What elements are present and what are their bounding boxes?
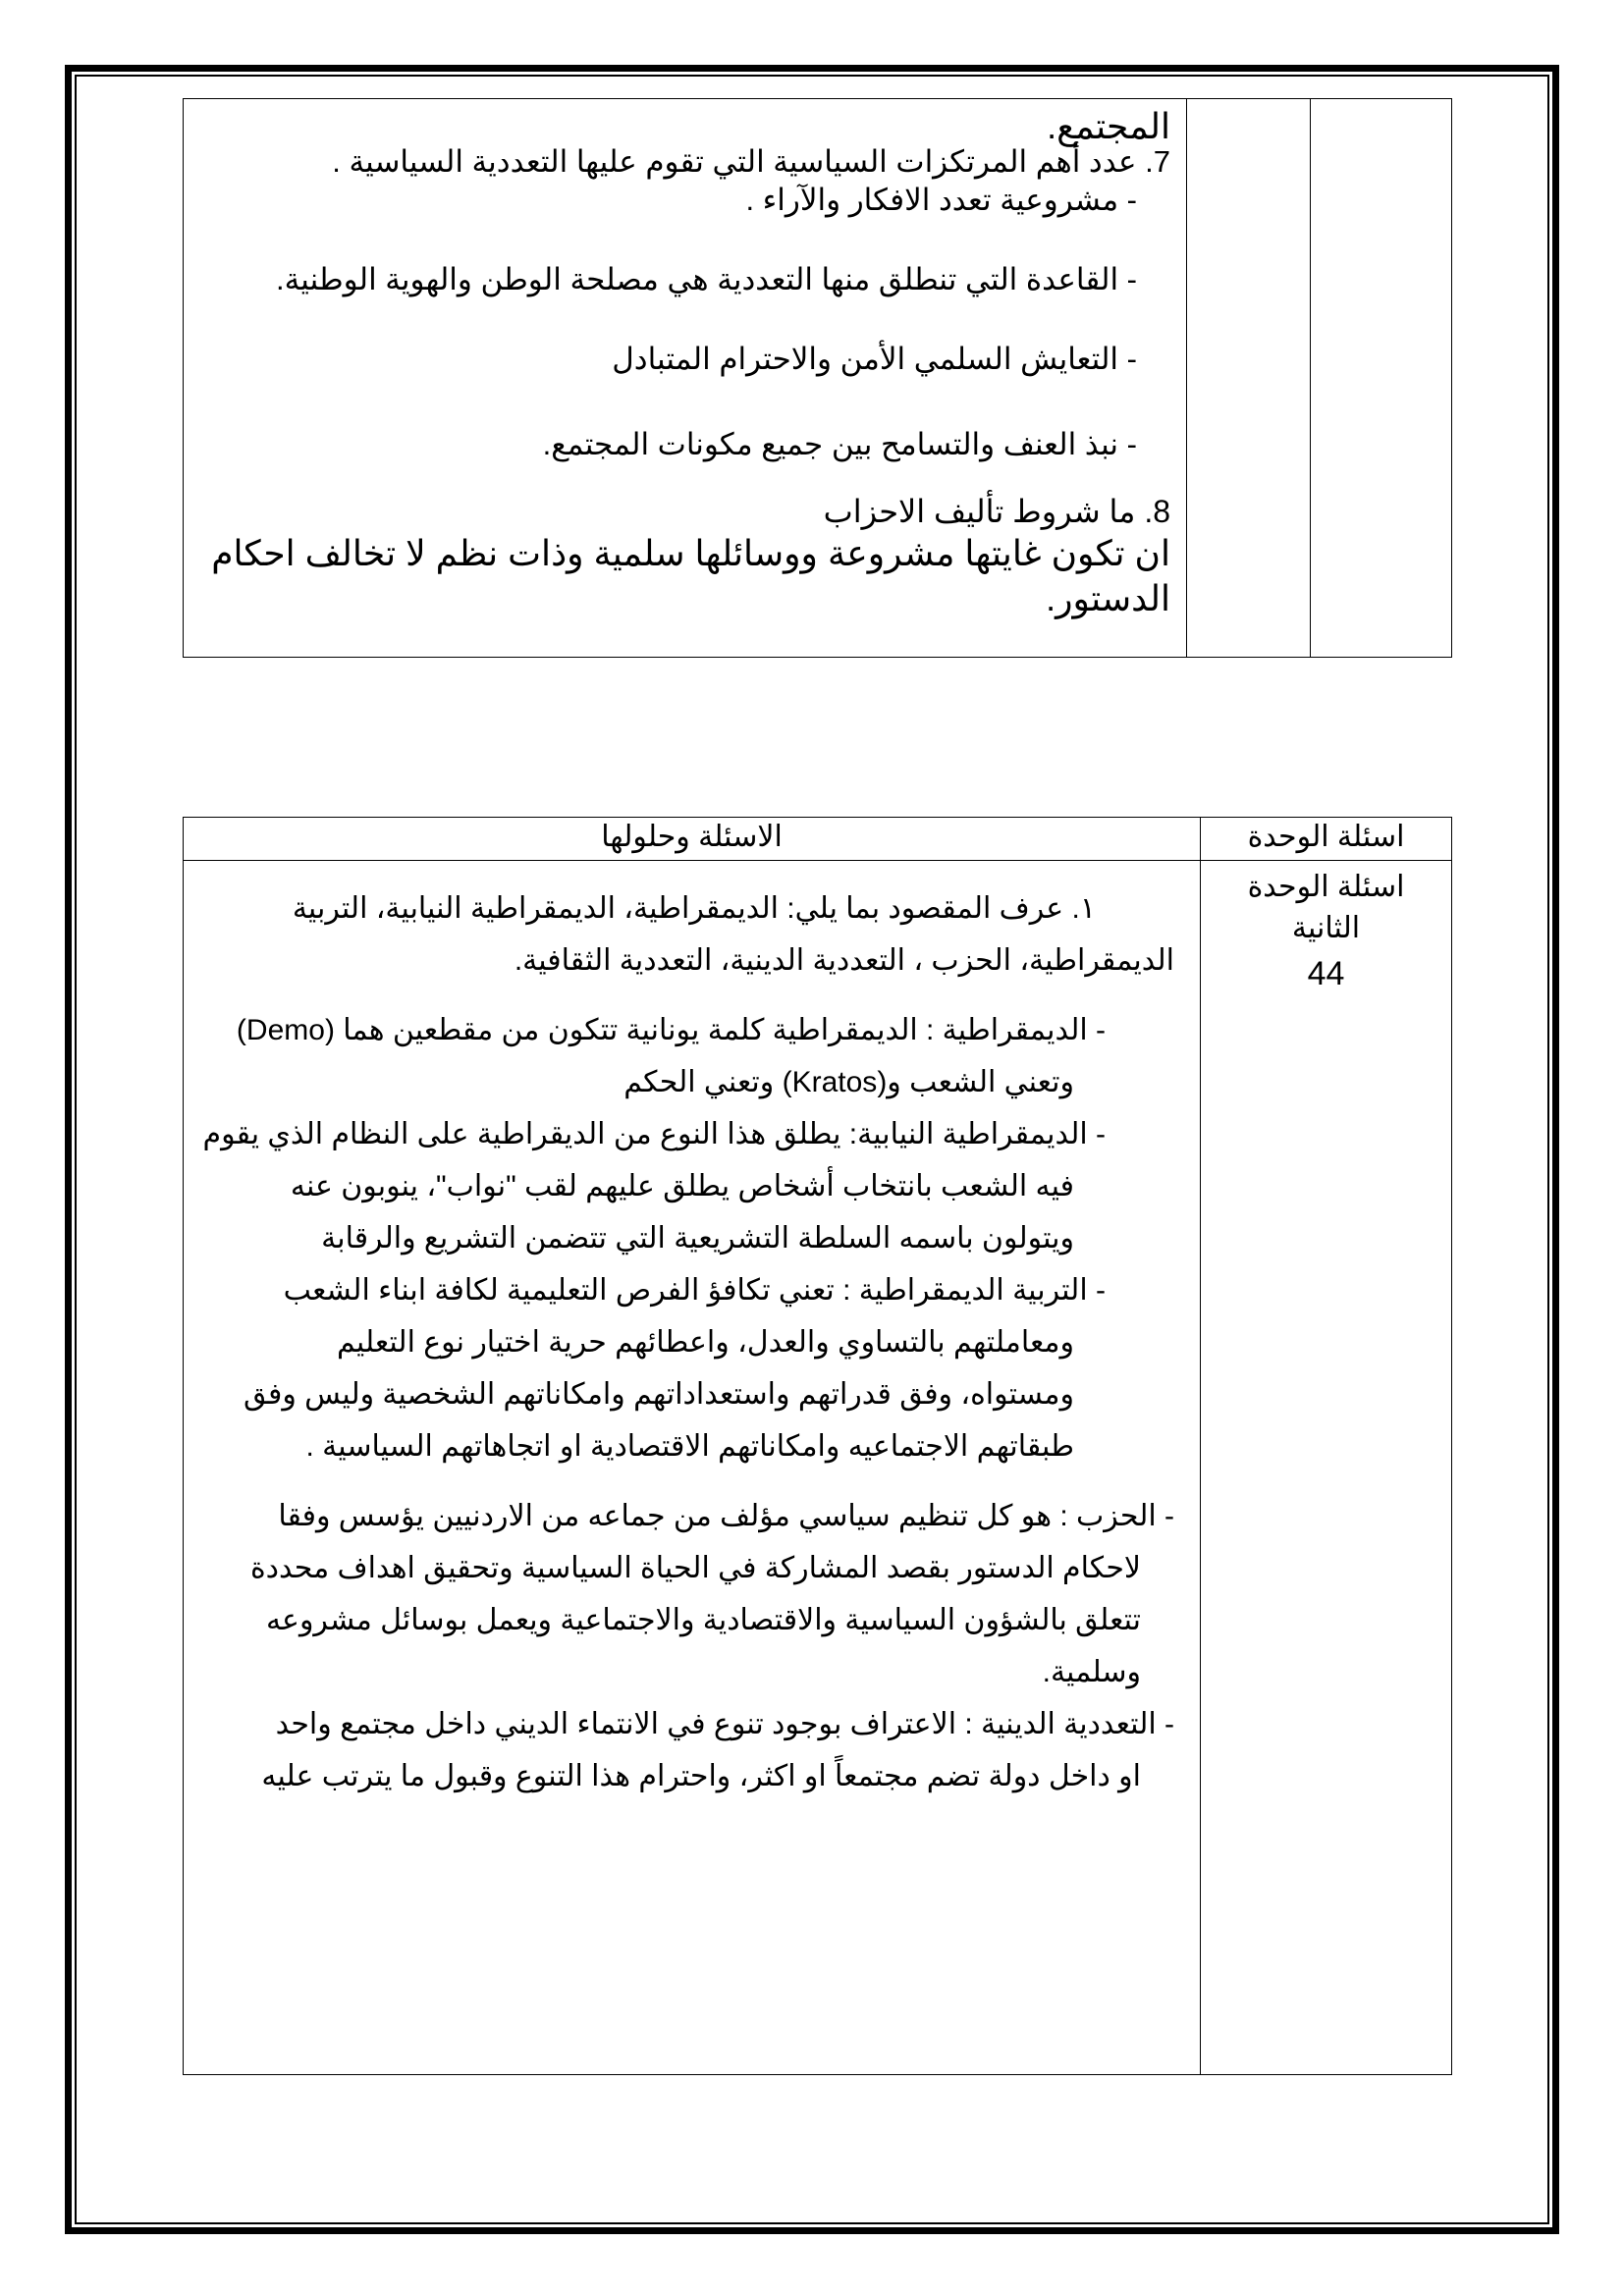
answer-representative-cont: ويتولون باسمه السلطة التشريعية التي تتضمن التشريع والرقابة <box>321 1222 1074 1255</box>
answer-education: - التربية الديمقراطية : تعني تكافؤ الفرص التعليمية لكافة ابناء الشعب <box>283 1274 1106 1307</box>
answer-party-cont: لاحكام الدستور بقصد المشاركة في الحياة السياسية وتحقيق اهداف محددة <box>249 1552 1141 1584</box>
question-1: ١. عرف المقصود بما يلي: الديمقراطية، الديمقراطية النيابية، التربية <box>292 892 1096 925</box>
answer-representative-cont: فيه الشعب بانتخاب أشخاص يطلق عليهم لقب "نواب"، ينوبون عنه <box>290 1170 1074 1202</box>
answer-education-cont: ومعاملتهم بالتساوي والعدل، واعطائهم حرية اختيار نوع التعليم <box>336 1326 1074 1359</box>
header-unit: اسئلة الوحدة <box>1201 818 1452 861</box>
answer-party-cont: وسلمية. <box>1042 1656 1141 1688</box>
answer-8: ان تكون غايتها مشروعة ووسائلها سلمية وذات نظم لا تخالف احكام <box>211 533 1170 573</box>
answers-cell <box>184 861 1201 2075</box>
question-8: 8. ما شروط تأليف الاحزاب <box>823 494 1170 529</box>
bullet-item: - القاعدة التي تنطلق منها التعددية هي مصلحة الوطن والهوية الوطنية. <box>276 262 1137 296</box>
unit-cell <box>1201 861 1452 2075</box>
question-7: 7. عدد أهم المرتكزات السياسية التي تقوم عليها التعددية السياسية . <box>332 144 1170 179</box>
bottom-table <box>183 817 1452 2075</box>
unit-label-2: الثانية <box>1291 912 1361 944</box>
answer-education-cont: طبقاتهم الاجتماعيه وامكاناتهم الاقتصادية او اتجاهاتهم السياسية . <box>305 1430 1074 1463</box>
answer-representative: - الديمقراطية النيابية: يطلق هذا النوع من الديقراطية على النظام الذي يقوم <box>202 1118 1106 1150</box>
answer-8-cont: الدستور. <box>1046 578 1170 618</box>
answer-education-cont: ومستواه، وفق قدراتهم واستعداداتهم وامكاناتهم الشخصية وليس وفق <box>243 1378 1074 1411</box>
bullet-item: - مشروعية تعدد الافكار والآراء . <box>745 183 1137 217</box>
text-line: المجتمع. <box>1047 106 1170 146</box>
top-empty-cell <box>1187 99 1311 658</box>
answer-democracy: - الديمقراطية : الديمقراطية كلمة يونانية تتكون من مقطعين هما (Demo) <box>236 1014 1106 1046</box>
top-content-cell <box>184 99 1187 658</box>
answer-religious-cont: او داخل دولة تضم مجتمعاً او اكثر، واحترام هذا التنوع وقبول ما يترتب عليه <box>261 1760 1141 1792</box>
unit-number: 44 <box>1307 955 1345 992</box>
bullet-item: - نبذ العنف والتسامح بين جميع مكونات المجتمع. <box>542 427 1137 461</box>
bullet-item: - التعايش السلمي الأمن والاحترام المتبادل <box>612 342 1137 376</box>
question-1-cont: الديمقراطية، الحزب ، التعددية الدينية، التعددية الثقافية. <box>514 944 1174 977</box>
top-empty-cell <box>1311 99 1452 658</box>
answer-democracy-cont: وتعني الشعب و(Kratos) وتعني الحكم <box>623 1066 1074 1098</box>
header-questions: الاسئلة وحلولها <box>184 818 1201 861</box>
answer-party-cont: تتعلق بالشؤون السياسية والاقتصادية والاجتماعية ويعمل بوسائل مشروعه <box>265 1604 1141 1636</box>
answer-religious: - التعددية الدينية : الاعتراف بوجود تنوع في الانتماء الديني داخل مجتمع واحد <box>275 1708 1174 1740</box>
answer-party: - الحزب : هو كل تنظيم سياسي مؤلف من جماعه من الاردنيين يؤسس وفقا <box>278 1500 1174 1532</box>
top-table <box>183 98 1452 658</box>
unit-label: اسئلة الوحدة <box>1247 871 1405 903</box>
